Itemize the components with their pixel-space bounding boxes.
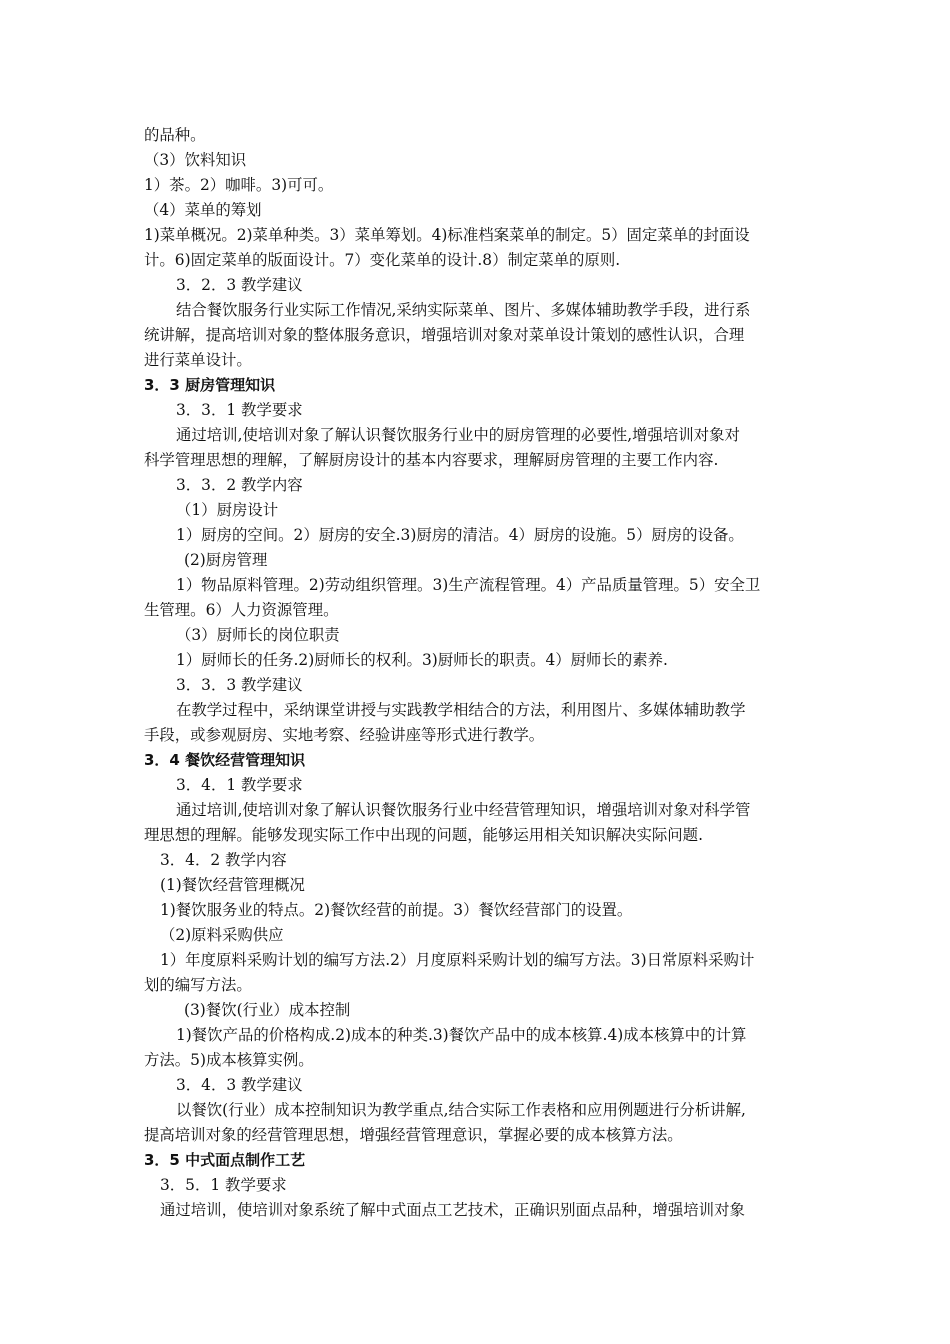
- subheading: (1)餐饮经营管理概况: [160, 876, 305, 894]
- text-line: 通过培训,使培训对象了解认识餐饮服务行业中经营管理知识，增强培训对象对科学管: [176, 801, 751, 819]
- chapter-heading: 3．3 厨房管理知识: [144, 376, 276, 394]
- section-heading: 3．3．2 教学内容: [176, 476, 303, 494]
- section-heading: 3．2．3 教学建议: [176, 276, 303, 294]
- text-line: 计。6)固定菜单的版面设计。7）变化菜单的设计.8）制定菜单的原则.: [144, 251, 621, 269]
- section-heading: 3．4．2 教学内容: [160, 851, 287, 869]
- text-line: 提高培训对象的经营管理思想，增强经营管理意识，掌握必要的成本核算方法。: [144, 1126, 683, 1144]
- chapter-heading: 3．5 中式面点制作工艺: [144, 1151, 306, 1169]
- section-heading: 3．3．1 教学要求: [176, 401, 303, 419]
- text-line: 方法。5)成本核算实例。: [144, 1051, 314, 1069]
- text-line: 1）物品原料管理。2)劳动组织管理。3)生产流程管理。4）产品质量管理。5）安全卫: [176, 576, 761, 594]
- subheading: （4）菜单的筹划: [144, 201, 262, 219]
- text-line: 1)餐饮服务业的特点。2)餐饮经营的前提。3）餐饮经营部门的设置。: [160, 901, 633, 919]
- subheading: （3）饮料知识: [144, 151, 247, 169]
- text-line: 科学管理思想的理解，了解厨房设计的基本内容要求，理解厨房管理的主要工作内容.: [144, 451, 719, 469]
- subheading: (2)厨房管理: [184, 551, 268, 569]
- text-line: 1）厨房的空间。2）厨房的安全.3)厨房的清洁。4）厨房的设施。5）厨房的设备。: [176, 526, 744, 544]
- subheading: (3)餐饮(行业）成本控制: [184, 1001, 351, 1019]
- text-line: 理思想的理解。能够发现实际工作中出现的问题，能够运用相关知识解决实际问题.: [144, 826, 703, 844]
- text-line: 手段，或参观厨房、实地考察、经验讲座等形式进行教学。: [144, 726, 545, 744]
- subheading: （1）厨房设计: [176, 501, 279, 519]
- text-line: 划的编写方法。: [144, 976, 252, 994]
- text-line: 通过培训，使培训对象系统了解中式面点工艺技术，正确识别面点品种，增强培训对象: [160, 1201, 745, 1219]
- subheading: （2)原料采购供应: [160, 926, 284, 944]
- text-line: 1)餐饮产品的价格构成.2)成本的种类.3)餐饮产品中的成本核算.4)成本核算中的计算: [176, 1026, 747, 1044]
- text-line: 1）年度原料采购计划的编写方法.2）月度原料采购计划的编写方法。3)日常原料采购计: [160, 951, 755, 969]
- section-heading: 3．4．3 教学建议: [176, 1076, 303, 1094]
- text-line: 1）茶。2）咖啡。3)可可。: [144, 176, 334, 194]
- text-line: 的品种。: [144, 126, 206, 144]
- text-line: 结合餐饮服务行业实际工作情况,采纳实际菜单、图片、多媒体辅助教学手段，进行系: [176, 301, 751, 319]
- text-line: 1)菜单概况。2)菜单种类。3）菜单筹划。4)标准档案菜单的制定。5）固定菜单的封面设: [144, 226, 750, 244]
- section-heading: 3．3．3 教学建议: [176, 676, 303, 694]
- section-heading: 3．4．1 教学要求: [176, 776, 303, 794]
- text-line: 1）厨师长的任务.2)厨师长的权利。3)厨师长的职责。4）厨师长的素养.: [176, 651, 668, 669]
- text-line: 通过培训,使培训对象了解认识餐饮服务行业中的厨房管理的必要性,增强培训对象对: [176, 426, 740, 444]
- text-line: 以餐饮(行业）成本控制知识为教学重点,结合实际工作表格和应用例题进行分析讲解,: [176, 1101, 746, 1119]
- text-line: 生管理。6）人力资源管理。: [144, 601, 339, 619]
- subheading: （3）厨师长的岗位职责: [176, 626, 340, 644]
- text-line: 进行菜单设计。: [144, 351, 252, 369]
- chapter-heading: 3．4 餐饮经营管理知识: [144, 751, 306, 769]
- text-line: 统讲解，提高培训对象的整体服务意识，增强培训对象对菜单设计策划的感性认识，合理: [144, 326, 745, 344]
- section-heading: 3．5．1 教学要求: [160, 1176, 287, 1194]
- text-line: 在教学过程中，采纳课堂讲授与实践教学相结合的方法，利用图片、多媒体辅助教学: [176, 701, 746, 719]
